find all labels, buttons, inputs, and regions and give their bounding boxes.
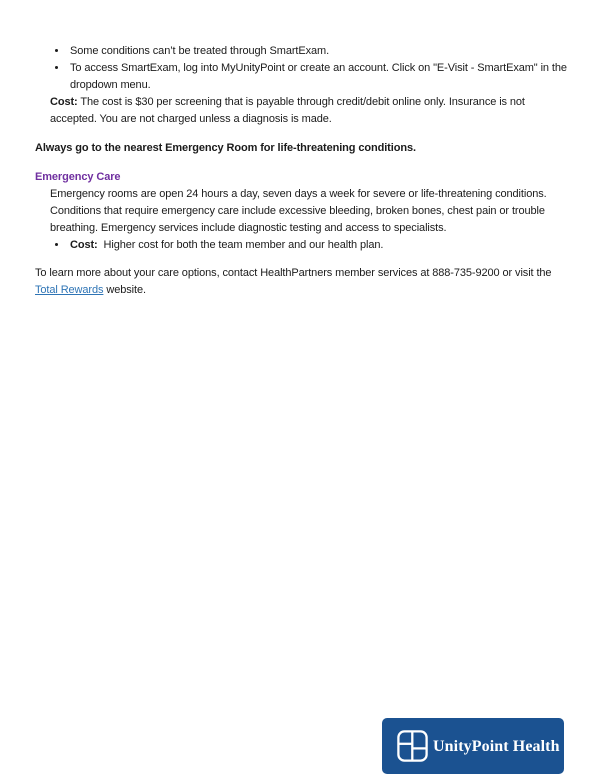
closing-text-after: website. [103, 284, 146, 296]
closing-paragraph [35, 265, 567, 299]
emergency-care-body: Emergency rooms are open 24 hours a day, seven days a week for severe or life-threatening conditions. Conditions that require emergency care include excessive bleeding, broken bones, chest pain or trouble breathing. Emergency services include diagnostic testing and access to specialists. [50, 188, 547, 234]
cost-label: Cost: [70, 239, 98, 251]
er-warning-line: Always go to the nearest Emergency Room for life-threatening conditions. [35, 142, 416, 154]
emergency-care-heading: Emergency Care [35, 171, 121, 183]
total-rewards-link[interactable]: Total Rewards [35, 284, 104, 296]
emergency-care-bullet-list [35, 237, 567, 254]
logo-text: UnityPoint Health [433, 737, 560, 755]
cost-label: Cost: [50, 96, 78, 108]
list-item [68, 237, 567, 254]
smartexam-cost-paragraph [50, 94, 567, 128]
list-item: • Some conditions can’t be treated through SmartExam. [68, 43, 567, 60]
unitypoint-health-logo [382, 718, 564, 774]
smartexam-bullet-list [35, 43, 567, 94]
cost-text: The cost is $30 per screening that is payable through credit/debit online only. Insurance is not accepted. You are not charged unless a diagnosis is made. [50, 96, 525, 125]
document-page [0, 0, 600, 299]
cost-text: Higher cost for both the team member and our health plan. [97, 239, 384, 251]
closing-text-before: To learn more about your care options, contact HealthPartners member services at 888-735-9200 or visit the [35, 267, 552, 279]
list-item: • To access SmartExam, log into MyUnityPoint or create an account. Click on "E-Visit - SmartExam" in the dropdown menu. [68, 60, 567, 94]
unitypoint-cross-icon [397, 730, 428, 762]
